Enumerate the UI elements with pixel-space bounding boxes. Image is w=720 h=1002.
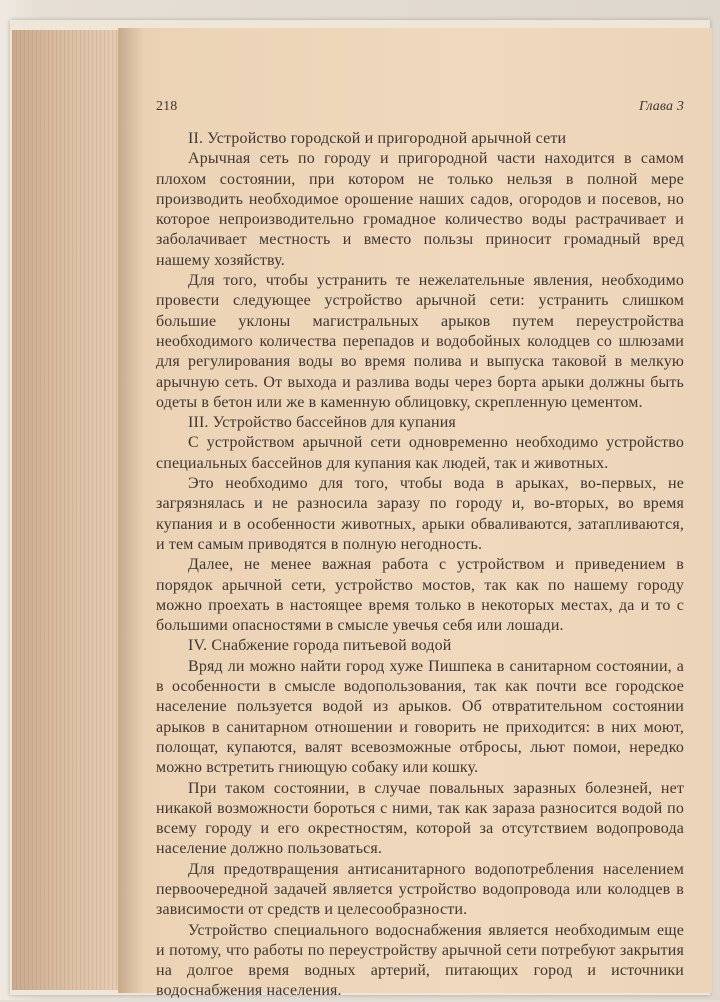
paragraph: Далее, не менее важная работа с устройством и приведением в порядок арычной сети, устройство мостов, так как по нашему городу можно проехать в настоящее время только в некоторых местах, да и то с большими опасностями в смысле увечья себя или лошади. <box>156 556 684 635</box>
gutter-shadow <box>118 28 144 993</box>
paragraph: Арычная сеть по городу и пригородной части находится в самом плохом состоянии, при котором не только нельзя в полной мере производить необходимое орошение наших садов, огородов и посевов, но которое непроизводительно громадное количество воды растрачивает и заболачивает местность и вместо пользы приносит громадный вред нашему хозяйству. <box>156 150 684 269</box>
running-header <box>156 97 684 119</box>
section-heading: IV. Снабжение города питьевой водой <box>188 637 452 655</box>
paragraph: Для предотвращения антисанитарного водопотребления населением первоочередной задачей является устройство водопровода или колодцев в зависимости от средств и целесообразности. <box>156 860 684 919</box>
body-text <box>156 129 684 1002</box>
paragraph: Вряд ли можно найти город хуже Пишпека в санитарном состоянии, а в особенности в смысле водопользования, так как почти все городское население пользуется водой из арыков. Об отвратительном состоянии арыков в санитарном отношении и говорить не приходится: в них моют, полощат, купаются, валят всевозможные отбросы, льют помои, нередко можно встретить гниющую собаку или кошку. <box>156 657 684 777</box>
section-heading: III. Устройство бассейнов для купания <box>188 414 456 432</box>
paragraph: С устройством арычной сети одновременно необходимо устройство специальных бассейнов для купания как людей, так и животных. <box>156 434 684 472</box>
page-number: 218 <box>156 99 178 114</box>
paragraph: Это необходимо для того, чтобы вода в арыках, во-первых, не загрязнялась и не разносила заразу по городу и, во-вторых, во время купания и в особенности животных, арыки обваливаются, затапливаются, и тем самым приводятся в полную негодность. <box>156 475 684 553</box>
page-text <box>156 97 684 1002</box>
paragraph: Устройство специального водоснабжения является необходимым еще и потому, что работы по переустройству арычной сети потребуют закрытия на долгое время водных артерий, питающих город и источники водоснабжения населения. <box>156 921 684 1000</box>
section-heading: II. Устройство городской и пригородной арычной сети <box>188 130 567 147</box>
chapter-title: Глава 3 <box>638 99 684 114</box>
paragraph: При таком состоянии, в случае повальных заразных болезней, нет никакой возможности бороться с ними, так как зараза разносится водой по всему городу и его окрестностям, которой за отсутствием водопровода население должно пользоваться. <box>156 779 684 858</box>
page-edges <box>12 30 122 990</box>
paragraph: Для того, чтобы устранить те нежелательные явления, необходимо провести следующее устройство арычной сети: устранить слишком большие уклоны магистральных арыков путем переустройства необходимого количества перепадов и водобойных колодцев со шлюзами для регулирования воды во время полива и выпуска таковой в мелкую арычную сеть. От выхода и разлива воды через борта арыки должны быть одеты в бетон или же в каменную облицовку, скрепленную цементом. <box>156 272 684 411</box>
